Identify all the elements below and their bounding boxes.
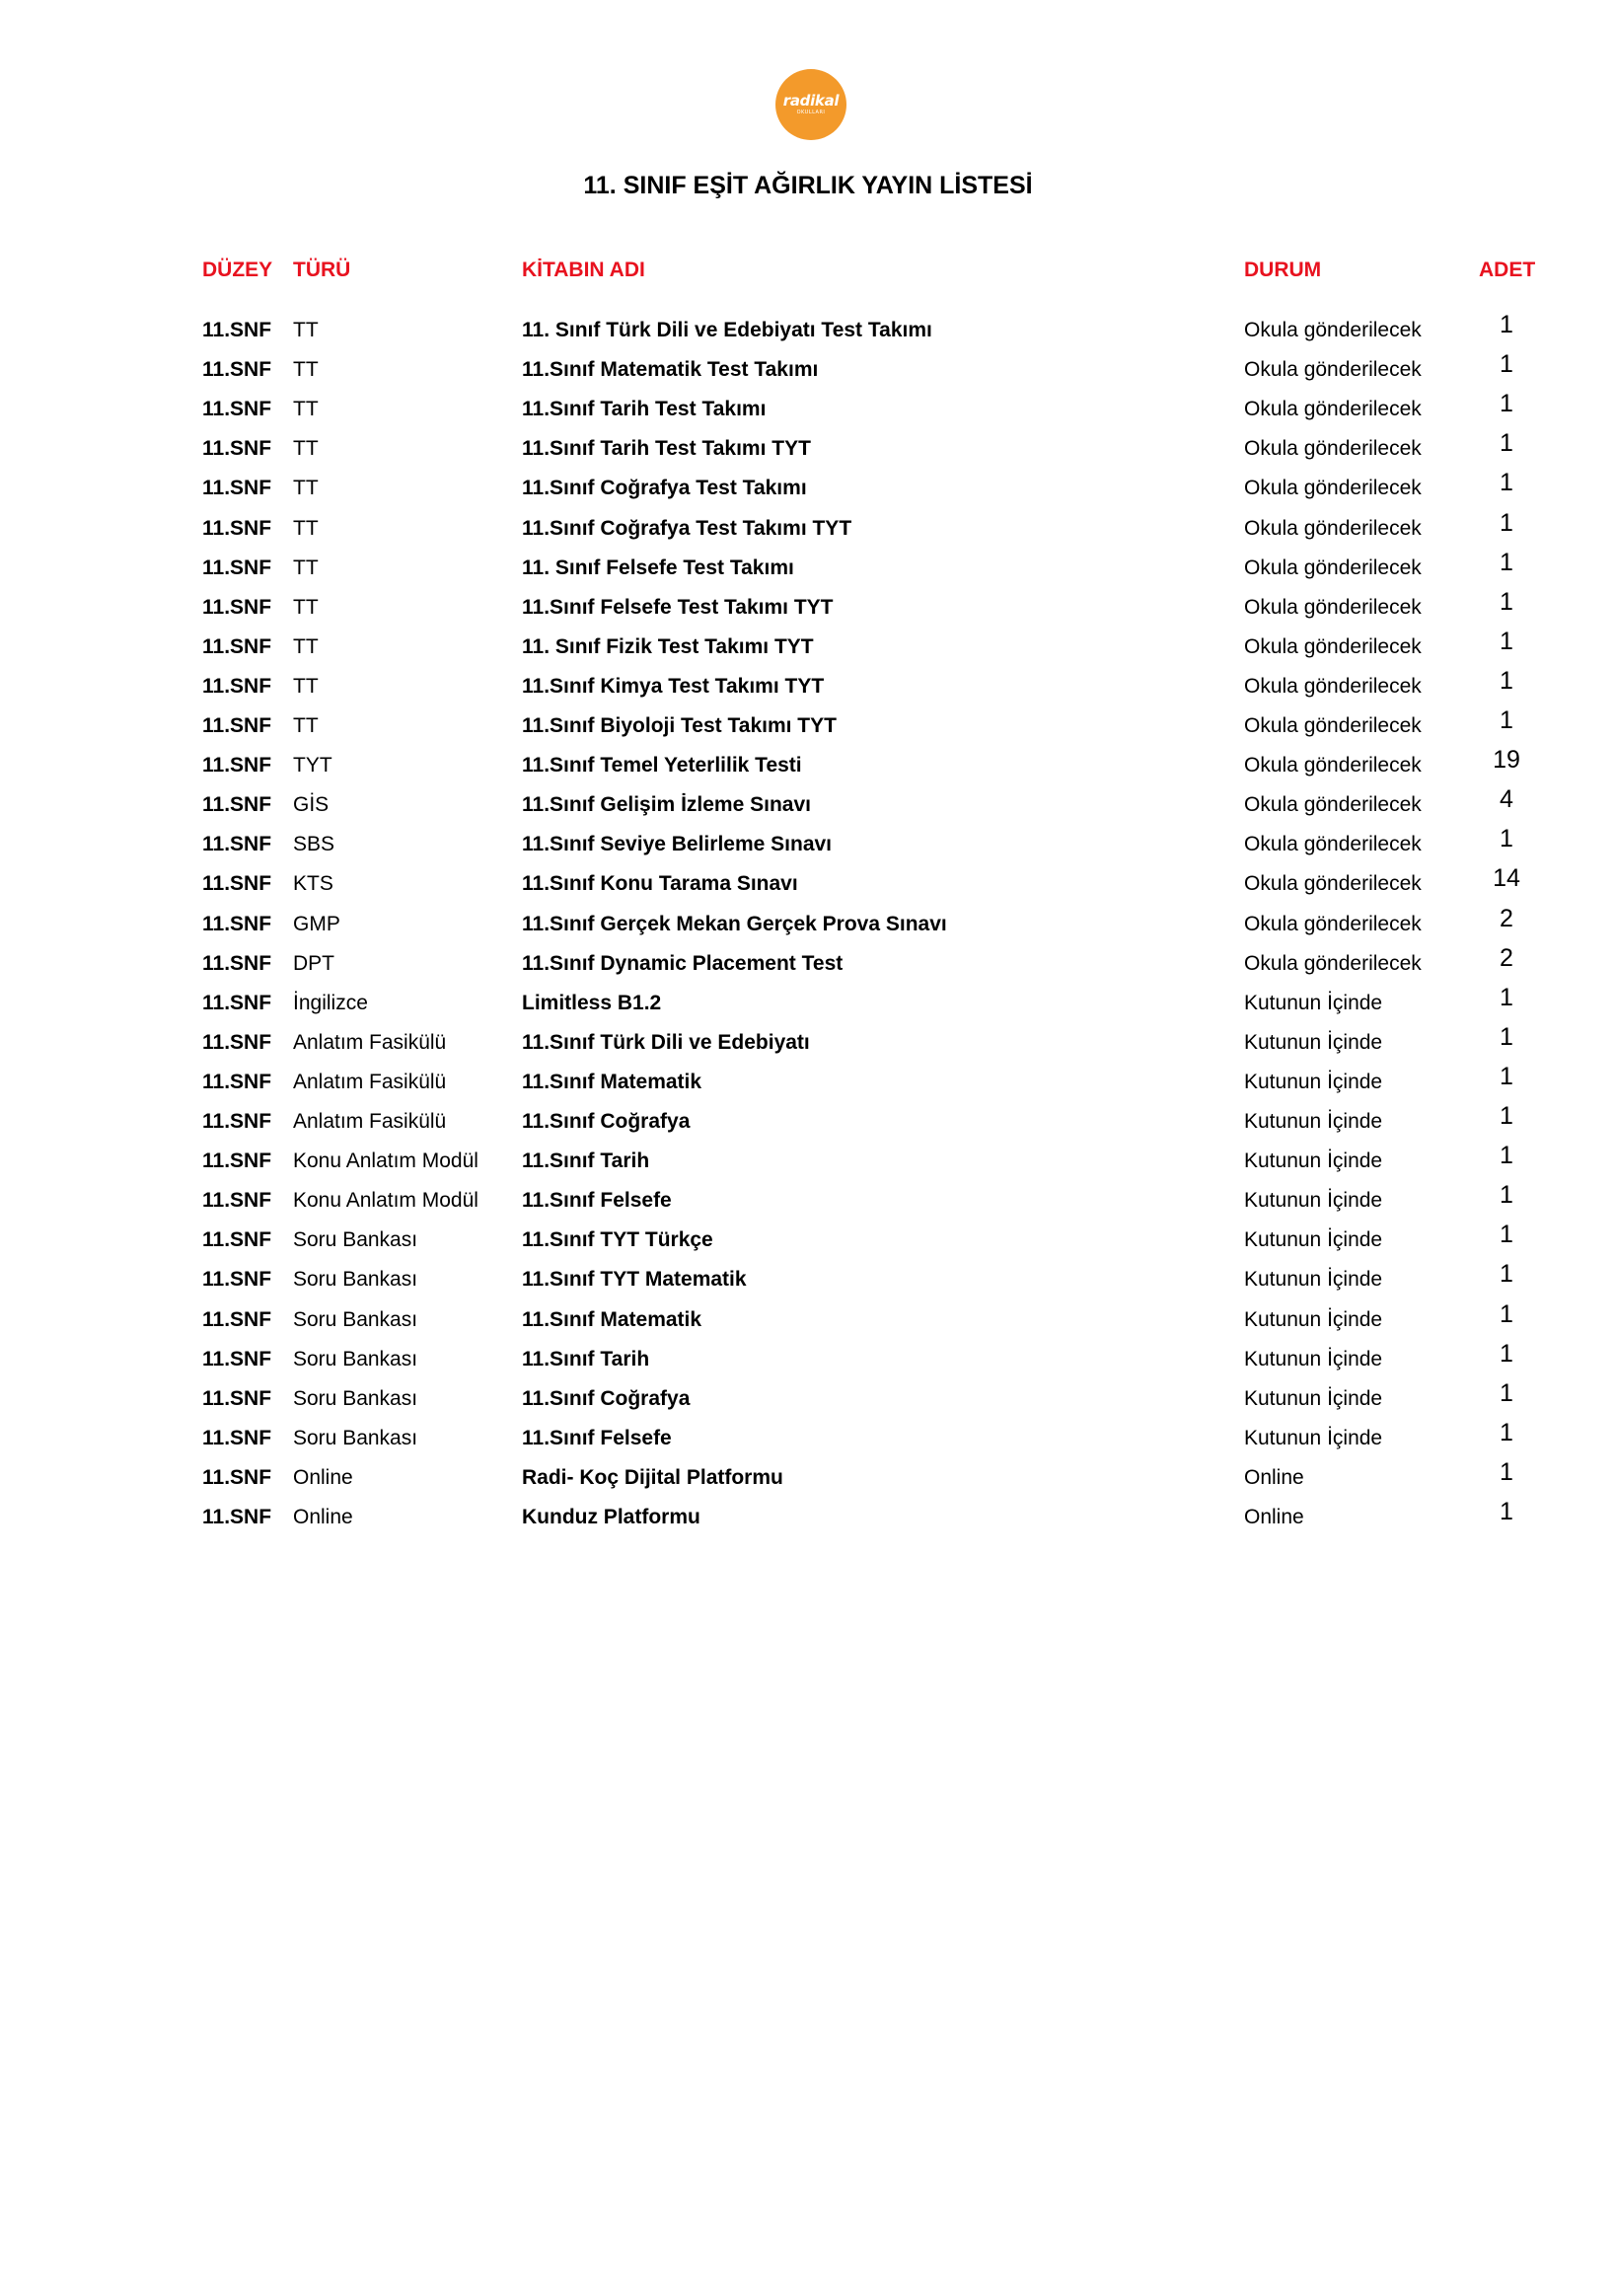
cell-type: Anlatım Fasikülü [293, 1031, 447, 1054]
cell-name: 11.Sınıf Seviye Belirleme Sınavı [522, 833, 833, 855]
cell-name: 11.Sınıf TYT Türkçe [522, 1228, 713, 1251]
table-row [0, 1340, 1616, 1387]
cell-name: 11.Sınıf Tarih [522, 1348, 650, 1370]
cell-qty: 2 [1500, 905, 1513, 932]
cell-qty: 1 [1500, 1458, 1513, 1486]
cell-qty: 1 [1500, 311, 1513, 338]
cell-name: 11.Sınıf Gerçek Mekan Gerçek Prova Sınavı [522, 913, 947, 935]
cell-qty: 1 [1500, 509, 1513, 537]
cell-status: Okula gönderilecek [1244, 319, 1422, 341]
table-row [0, 509, 1616, 556]
cell-type: Konu Anlatım Modül [293, 1149, 478, 1172]
cell-qty: 1 [1500, 825, 1513, 852]
table-row [0, 350, 1616, 398]
cell-status: Okula gönderilecek [1244, 517, 1422, 540]
cell-status: Kutunun İçinde [1244, 1071, 1383, 1093]
cell-type: TT [293, 358, 319, 381]
cell-status: Kutunun İçinde [1244, 1031, 1383, 1054]
cell-level: 11.SNF [202, 1149, 272, 1172]
table-row [0, 984, 1616, 1031]
cell-level: 11.SNF [202, 872, 272, 895]
cell-level: 11.SNF [202, 675, 272, 698]
cell-name: 11.Sınıf Biyoloji Test Takımı TYT [522, 714, 837, 737]
cell-name: 11.Sınıf Dynamic Placement Test [522, 952, 844, 975]
header-level: DÜZEY [202, 259, 273, 281]
table-row [0, 1458, 1616, 1506]
cell-level: 11.SNF [202, 556, 272, 579]
cell-level: 11.SNF [202, 754, 272, 777]
cell-qty: 1 [1500, 1181, 1513, 1209]
cell-level: 11.SNF [202, 1466, 272, 1489]
cell-qty: 1 [1500, 429, 1513, 457]
cell-qty: 1 [1500, 1379, 1513, 1407]
cell-qty: 1 [1500, 1102, 1513, 1130]
cell-qty: 1 [1500, 984, 1513, 1011]
table-row [0, 944, 1616, 992]
cell-qty: 1 [1500, 1300, 1513, 1328]
cell-level: 11.SNF [202, 1506, 272, 1528]
table-row [0, 785, 1616, 833]
cell-name: 11. Sınıf Türk Dili ve Edebiyatı Test Takımı [522, 319, 932, 341]
cell-type: Anlatım Fasikülü [293, 1071, 447, 1093]
cell-qty: 1 [1500, 628, 1513, 655]
table-row [0, 1300, 1616, 1348]
cell-qty: 2 [1500, 944, 1513, 972]
cell-name: 11. Sınıf Felsefe Test Takımı [522, 556, 794, 579]
cell-name: 11.Sınıf Coğrafya Test Takımı TYT [522, 517, 852, 540]
cell-qty: 1 [1500, 1419, 1513, 1446]
table-row [0, 825, 1616, 872]
table-row [0, 905, 1616, 952]
cell-status: Okula gönderilecek [1244, 793, 1422, 816]
cell-level: 11.SNF [202, 358, 272, 381]
cell-status: Okula gönderilecek [1244, 714, 1422, 737]
cell-type: TT [293, 477, 319, 499]
page-title-text: 11. SINIF EŞİT AĞIRLIK YAYIN LİSTESİ [583, 172, 1033, 199]
table-row [0, 667, 1616, 714]
cell-type: GİS [293, 793, 330, 816]
cell-status: Okula gönderilecek [1244, 754, 1422, 777]
cell-name: 11.Sınıf Coğrafya [522, 1110, 691, 1133]
cell-type: TT [293, 398, 319, 420]
cell-level: 11.SNF [202, 398, 272, 420]
cell-type: TT [293, 714, 319, 737]
cell-type: SBS [293, 833, 335, 855]
header-qty: ADET [1479, 259, 1536, 281]
cell-qty: 4 [1500, 785, 1513, 813]
logo-brand: radikal [782, 92, 840, 110]
cell-status: Online [1244, 1466, 1304, 1489]
cell-type: Soru Bankası [293, 1348, 418, 1370]
cell-status: Okula gönderilecek [1244, 477, 1422, 499]
cell-qty: 1 [1500, 1063, 1513, 1090]
cell-name: 11.Sınıf Tarih Test Takımı TYT [522, 437, 811, 460]
cell-type: İngilizce [293, 992, 368, 1014]
cell-qty: 1 [1500, 549, 1513, 576]
cell-status: Okula gönderilecek [1244, 833, 1422, 855]
table-row [0, 311, 1616, 358]
cell-qty: 1 [1500, 1260, 1513, 1288]
cell-name: 11.Sınıf Felsefe Test Takımı TYT [522, 596, 834, 619]
cell-level: 11.SNF [202, 714, 272, 737]
cell-status: Kutunun İçinde [1244, 1348, 1383, 1370]
table-row [0, 1379, 1616, 1427]
header-status: DURUM [1244, 259, 1322, 281]
cell-name: 11.Sınıf Coğrafya Test Takımı [522, 477, 807, 499]
cell-qty: 1 [1500, 390, 1513, 417]
table-row [0, 1498, 1616, 1545]
cell-qty: 1 [1500, 469, 1513, 496]
cell-name: 11.Sınıf Felsefe [522, 1189, 672, 1212]
cell-name: Limitless B1.2 [522, 992, 662, 1014]
cell-qty: 1 [1500, 1221, 1513, 1248]
cell-type: TT [293, 635, 319, 658]
cell-name: 11. Sınıf Fizik Test Takımı TYT [522, 635, 814, 658]
cell-name: 11.Sınıf Coğrafya [522, 1387, 691, 1410]
cell-level: 11.SNF [202, 517, 272, 540]
cell-status: Okula gönderilecek [1244, 437, 1422, 460]
cell-name: Kunduz Platformu [522, 1506, 700, 1528]
cell-type: Soru Bankası [293, 1427, 418, 1449]
cell-type: Online [293, 1466, 353, 1489]
cell-type: TYT [293, 754, 332, 777]
cell-type: TT [293, 596, 319, 619]
cell-type: TT [293, 437, 319, 460]
cell-level: 11.SNF [202, 1228, 272, 1251]
page-title [0, 172, 1616, 200]
cell-name: Radi- Koç Dijital Platformu [522, 1466, 783, 1489]
cell-level: 11.SNF [202, 1071, 272, 1093]
cell-qty: 19 [1493, 746, 1520, 774]
cell-level: 11.SNF [202, 1031, 272, 1054]
cell-qty: 1 [1500, 667, 1513, 695]
cell-status: Kutunun İçinde [1244, 1110, 1383, 1133]
cell-level: 11.SNF [202, 1427, 272, 1449]
table-row [0, 469, 1616, 516]
table-row [0, 706, 1616, 754]
cell-status: Okula gönderilecek [1244, 398, 1422, 420]
table-row [0, 864, 1616, 912]
cell-type: Konu Anlatım Modül [293, 1189, 478, 1212]
table-row [0, 746, 1616, 793]
cell-name: 11.Sınıf Kimya Test Takımı TYT [522, 675, 825, 698]
cell-status: Kutunun İçinde [1244, 1268, 1383, 1291]
cell-status: Okula gönderilecek [1244, 358, 1422, 381]
cell-status: Okula gönderilecek [1244, 952, 1422, 975]
cell-type: KTS [293, 872, 333, 895]
cell-level: 11.SNF [202, 1308, 272, 1331]
cell-status: Kutunun İçinde [1244, 1149, 1383, 1172]
table-row [0, 429, 1616, 477]
school-logo [775, 69, 846, 140]
cell-qty: 1 [1500, 350, 1513, 378]
table-row [0, 549, 1616, 596]
cell-level: 11.SNF [202, 1189, 272, 1212]
cell-name: 11.Sınıf Konu Tarama Sınavı [522, 872, 798, 895]
cell-level: 11.SNF [202, 992, 272, 1014]
cell-status: Kutunun İçinde [1244, 1228, 1383, 1251]
cell-level: 11.SNF [202, 477, 272, 499]
cell-level: 11.SNF [202, 913, 272, 935]
table-row [0, 1102, 1616, 1149]
header-name: KİTABIN ADI [522, 259, 645, 281]
cell-level: 11.SNF [202, 833, 272, 855]
cell-status: Kutunun İçinde [1244, 1189, 1383, 1212]
cell-type: Anlatım Fasikülü [293, 1110, 447, 1133]
cell-type: TT [293, 556, 319, 579]
table-row [0, 1063, 1616, 1110]
cell-status: Okula gönderilecek [1244, 675, 1422, 698]
table-row [0, 1023, 1616, 1071]
cell-type: TT [293, 675, 319, 698]
cell-level: 11.SNF [202, 1387, 272, 1410]
cell-name: 11.Sınıf Gelişim İzleme Sınavı [522, 793, 811, 816]
cell-level: 11.SNF [202, 635, 272, 658]
cell-name: 11.Sınıf Temel Yeterlilik Testi [522, 754, 802, 777]
cell-status: Okula gönderilecek [1244, 596, 1422, 619]
cell-name: 11.Sınıf Tarih [522, 1149, 650, 1172]
cell-status: Okula gönderilecek [1244, 556, 1422, 579]
table-row [0, 628, 1616, 675]
cell-type: TT [293, 517, 319, 540]
table-row [0, 390, 1616, 437]
cell-type: GMP [293, 913, 340, 935]
cell-level: 11.SNF [202, 596, 272, 619]
cell-status: Okula gönderilecek [1244, 913, 1422, 935]
cell-name: 11.Sınıf Matematik Test Takımı [522, 358, 819, 381]
cell-level: 11.SNF [202, 793, 272, 816]
cell-type: Soru Bankası [293, 1387, 418, 1410]
cell-name: 11.Sınıf Matematik [522, 1308, 702, 1331]
table-row [0, 1260, 1616, 1307]
cell-qty: 1 [1500, 706, 1513, 734]
cell-type: Online [293, 1506, 353, 1528]
cell-name: 11.Sınıf Matematik [522, 1071, 702, 1093]
table-row [0, 1419, 1616, 1466]
cell-qty: 14 [1493, 864, 1520, 892]
table-row [0, 1221, 1616, 1268]
cell-level: 11.SNF [202, 1268, 272, 1291]
cell-type: TT [293, 319, 319, 341]
header-type: TÜRÜ [293, 259, 351, 281]
cell-status: Kutunun İçinde [1244, 992, 1383, 1014]
cell-name: 11.Sınıf Türk Dili ve Edebiyatı [522, 1031, 810, 1054]
table-row [0, 1181, 1616, 1228]
cell-status: Kutunun İçinde [1244, 1427, 1383, 1449]
cell-level: 11.SNF [202, 319, 272, 341]
cell-status: Kutunun İçinde [1244, 1308, 1383, 1331]
cell-level: 11.SNF [202, 437, 272, 460]
table-row [0, 588, 1616, 635]
logo-sub: OKULLARI [796, 110, 826, 115]
cell-type: Soru Bankası [293, 1228, 418, 1251]
cell-level: 11.SNF [202, 1348, 272, 1370]
cell-status: Online [1244, 1506, 1304, 1528]
cell-name: 11.Sınıf Tarih Test Takımı [522, 398, 767, 420]
cell-qty: 1 [1500, 588, 1513, 616]
cell-status: Kutunun İçinde [1244, 1387, 1383, 1410]
cell-type: Soru Bankası [293, 1308, 418, 1331]
cell-level: 11.SNF [202, 1110, 272, 1133]
table-row [0, 1142, 1616, 1189]
cell-type: Soru Bankası [293, 1268, 418, 1291]
cell-status: Okula gönderilecek [1244, 635, 1422, 658]
cell-level: 11.SNF [202, 952, 272, 975]
cell-qty: 1 [1500, 1142, 1513, 1169]
cell-type: DPT [293, 952, 334, 975]
cell-qty: 1 [1500, 1498, 1513, 1525]
cell-name: 11.Sınıf Felsefe [522, 1427, 672, 1449]
cell-qty: 1 [1500, 1023, 1513, 1051]
cell-status: Okula gönderilecek [1244, 872, 1422, 895]
cell-qty: 1 [1500, 1340, 1513, 1368]
cell-name: 11.Sınıf TYT Matematik [522, 1268, 747, 1291]
